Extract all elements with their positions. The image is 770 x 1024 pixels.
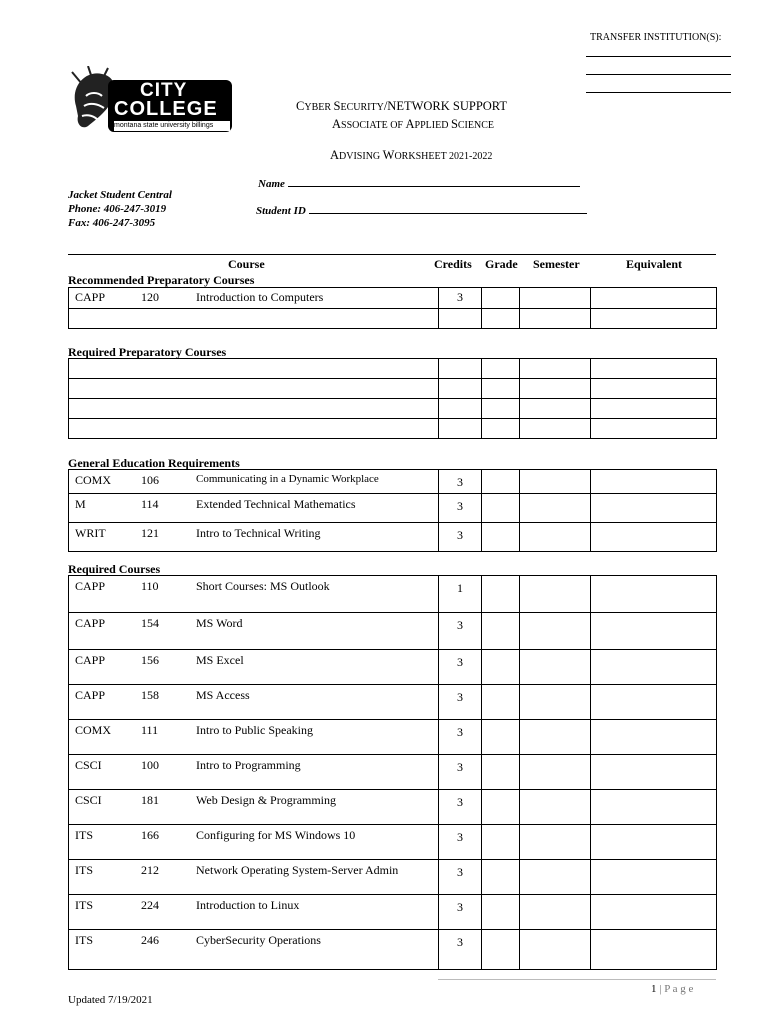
course-title: Communicating in a Dynamic Workplace (196, 473, 379, 485)
table-row (69, 399, 717, 419)
required-table (68, 575, 717, 970)
credits-cell: 3 (439, 494, 482, 523)
credits-cell: 3 (439, 650, 482, 685)
course-number: 181 (141, 793, 159, 807)
equivalent-cell[interactable] (591, 613, 717, 650)
semester-cell[interactable] (520, 930, 591, 970)
page-indicator (651, 983, 693, 995)
semester-cell[interactable] (520, 650, 591, 685)
course-number: 166 (141, 828, 159, 842)
course-cell (69, 494, 439, 523)
course-prefix: ITS (75, 933, 93, 947)
credits-cell: 3 (439, 685, 482, 720)
equivalent-cell[interactable] (591, 288, 717, 309)
transfer-line-1[interactable] (586, 56, 731, 57)
course-title: Intro to Public Speaking (196, 723, 313, 737)
course-title: Short Courses: MS Outlook (196, 579, 330, 593)
city-college-logo (68, 66, 234, 138)
course-title: Web Design & Programming (196, 793, 337, 807)
grade-cell[interactable] (482, 755, 520, 790)
section-recommended: Recommended Preparatory Courses (68, 273, 255, 287)
table-row (69, 755, 717, 790)
course-prefix: ITS (75, 898, 93, 912)
course-cell (69, 825, 439, 860)
equivalent-cell[interactable] (591, 685, 717, 720)
course-number: 156 (141, 653, 159, 667)
course-prefix: CAPP (75, 653, 106, 667)
semester-cell[interactable] (520, 720, 591, 755)
grade-cell[interactable] (482, 613, 520, 650)
semester-cell[interactable] (520, 576, 591, 613)
course-number: 212 (141, 863, 159, 877)
section-gen-ed: General Education Requirements (68, 456, 240, 470)
course-cell (69, 470, 439, 494)
footer-rule (438, 979, 716, 980)
equivalent-cell[interactable] (591, 576, 717, 613)
phone-number: Phone: 406-247-3019 (68, 203, 167, 215)
table-row (69, 895, 717, 930)
equivalent-cell[interactable] (591, 523, 717, 552)
course-cell (69, 288, 439, 309)
course-cell (69, 930, 439, 970)
program-title: CYBER SECURITY/NETWORK SUPPORT (296, 99, 508, 113)
updated-date: Updated 7/19/2021 (68, 994, 153, 1006)
contact-block (68, 188, 172, 230)
credits-cell: 3 (439, 790, 482, 825)
course-cell (69, 720, 439, 755)
degree-title: ASSOCIATE OF APPLIED SCIENCE (332, 117, 494, 131)
course-cell (69, 650, 439, 685)
semester-cell[interactable] (520, 685, 591, 720)
worksheet-title: ADVISING WORKSHEET 2021-2022 (330, 148, 493, 162)
course-title: Extended Technical Mathematics (196, 497, 356, 511)
grade-cell[interactable] (482, 790, 520, 825)
table-row (69, 860, 717, 895)
course-number: 120 (141, 290, 159, 304)
course-number: 121 (141, 526, 159, 540)
table-row (69, 309, 717, 329)
course-title: CyberSecurity Operations (196, 933, 321, 947)
table-row (69, 379, 717, 399)
transfer-line-3[interactable] (586, 92, 731, 93)
page-number: 1 (651, 983, 657, 995)
grade-cell[interactable] (482, 470, 520, 494)
course-cell (69, 790, 439, 825)
credits-cell: 3 (439, 755, 482, 790)
col-course: Course (228, 257, 265, 271)
name-input-line[interactable] (288, 175, 580, 187)
gen-ed-table (68, 469, 717, 552)
course-prefix: CSCI (75, 793, 102, 807)
transfer-line-2[interactable] (586, 74, 731, 75)
table-row (69, 523, 717, 552)
grade-cell[interactable] (482, 523, 520, 552)
col-grade: Grade (485, 257, 518, 271)
credits-cell: 3 (439, 470, 482, 494)
course-cell (69, 860, 439, 895)
equivalent-cell[interactable] (591, 650, 717, 685)
course-number: 158 (141, 688, 159, 702)
table-row (69, 720, 717, 755)
course-number: 100 (141, 758, 159, 772)
course-title: Introduction to Linux (196, 898, 300, 912)
credits-cell: 3 (439, 613, 482, 650)
col-semester: Semester (533, 257, 580, 271)
logo-college-text: COLLEGE (114, 98, 218, 120)
course-title: Intro to Programming (196, 758, 301, 772)
course-title: MS Access (196, 688, 250, 702)
course-title: Introduction to Computers (196, 290, 324, 304)
semester-cell[interactable] (520, 755, 591, 790)
course-prefix: CAPP (75, 290, 106, 304)
semester-cell[interactable] (520, 523, 591, 552)
table-row (69, 576, 717, 613)
course-number: 224 (141, 898, 159, 912)
table-row (69, 930, 717, 970)
credits-cell: 3 (439, 825, 482, 860)
credits-cell: 3 (439, 523, 482, 552)
grade-cell[interactable] (482, 930, 520, 970)
course-number: 246 (141, 933, 159, 947)
semester-cell[interactable] (520, 613, 591, 650)
course-title: Intro to Technical Writing (196, 526, 321, 540)
course-cell (69, 613, 439, 650)
equivalent-cell[interactable] (591, 930, 717, 970)
name-field (258, 175, 580, 191)
credits-cell: 3 (439, 288, 482, 309)
section-required-prep: Required Preparatory Courses (68, 345, 227, 359)
credits-cell: 3 (439, 860, 482, 895)
course-number: 154 (141, 616, 159, 630)
course-cell (69, 755, 439, 790)
course-prefix: CSCI (75, 758, 102, 772)
semester-cell[interactable] (520, 790, 591, 825)
course-prefix: CAPP (75, 579, 106, 593)
table-row (69, 825, 717, 860)
course-prefix: CAPP (75, 688, 106, 702)
header-rule (68, 254, 716, 255)
course-number: 111 (141, 723, 159, 737)
section-required: Required Courses (68, 562, 161, 576)
grade-cell[interactable] (482, 650, 520, 685)
course-prefix: ITS (75, 863, 93, 877)
equivalent-cell[interactable] (591, 494, 717, 523)
semester-cell[interactable] (520, 825, 591, 860)
course-number: 114 (141, 497, 159, 511)
table-row (69, 790, 717, 825)
course-prefix: CAPP (75, 616, 106, 630)
course-cell[interactable] (69, 309, 439, 329)
grade-cell[interactable] (482, 288, 520, 309)
credits-cell: 3 (439, 930, 482, 970)
table-row (69, 359, 717, 379)
required-prep-table (68, 358, 717, 439)
course-prefix: COMX (75, 723, 112, 737)
semester-cell[interactable] (520, 470, 591, 494)
course-prefix: COMX (75, 473, 112, 487)
page-label: | P a g e (659, 983, 694, 995)
grade-cell[interactable] (482, 576, 520, 613)
table-row (69, 419, 717, 439)
table-row (69, 650, 717, 685)
course-cell (69, 685, 439, 720)
office-name: Jacket Student Central (68, 189, 172, 201)
course-title: MS Word (196, 616, 243, 630)
course-prefix: M (75, 497, 86, 511)
transfer-institution-label: TRANSFER INSTITUTION(S): (590, 32, 722, 43)
credits-cell: 3 (439, 895, 482, 930)
course-number: 110 (141, 579, 159, 593)
equivalent-cell[interactable] (591, 720, 717, 755)
equivalent-cell[interactable] (591, 790, 717, 825)
grade-cell[interactable] (482, 895, 520, 930)
semester-cell[interactable] (520, 895, 591, 930)
course-number: 106 (141, 473, 159, 487)
grade-cell[interactable] (482, 720, 520, 755)
semester-cell[interactable] (520, 288, 591, 309)
table-row (69, 494, 717, 523)
logo-city-text: CITY (140, 80, 188, 101)
col-equivalent: Equivalent (626, 257, 683, 271)
equivalent-cell[interactable] (591, 470, 717, 494)
course-prefix: WRIT (75, 526, 106, 540)
course-cell (69, 523, 439, 552)
course-title: MS Excel (196, 653, 244, 667)
credits-cell: 3 (439, 720, 482, 755)
equivalent-cell[interactable] (591, 895, 717, 930)
equivalent-cell[interactable] (591, 755, 717, 790)
course-prefix: ITS (75, 828, 93, 842)
student-id-input-line[interactable] (309, 202, 587, 214)
course-cell (69, 895, 439, 930)
recommended-table (68, 287, 717, 329)
col-credits: Credits (434, 257, 472, 271)
name-label: Name (258, 178, 285, 190)
equivalent-cell[interactable] (591, 860, 717, 895)
table-row (69, 685, 717, 720)
course-title: Configuring for MS Windows 10 (196, 828, 356, 842)
semester-cell[interactable] (520, 494, 591, 523)
credits-cell: 1 (439, 576, 482, 613)
student-id-label: Student ID (256, 205, 306, 217)
grade-cell[interactable] (482, 860, 520, 895)
table-row (69, 470, 717, 494)
table-row (69, 613, 717, 650)
student-id-field (256, 202, 587, 218)
course-cell (69, 576, 439, 613)
grade-cell[interactable] (482, 685, 520, 720)
logo-tagline: montana state university billings (114, 121, 230, 131)
semester-cell[interactable] (520, 860, 591, 895)
table-row (69, 288, 717, 309)
equivalent-cell[interactable] (591, 825, 717, 860)
grade-cell[interactable] (482, 494, 520, 523)
fax-number: Fax: 406-247-3095 (68, 217, 156, 229)
grade-cell[interactable] (482, 825, 520, 860)
course-title: Network Operating System-Server Admin (196, 863, 399, 877)
